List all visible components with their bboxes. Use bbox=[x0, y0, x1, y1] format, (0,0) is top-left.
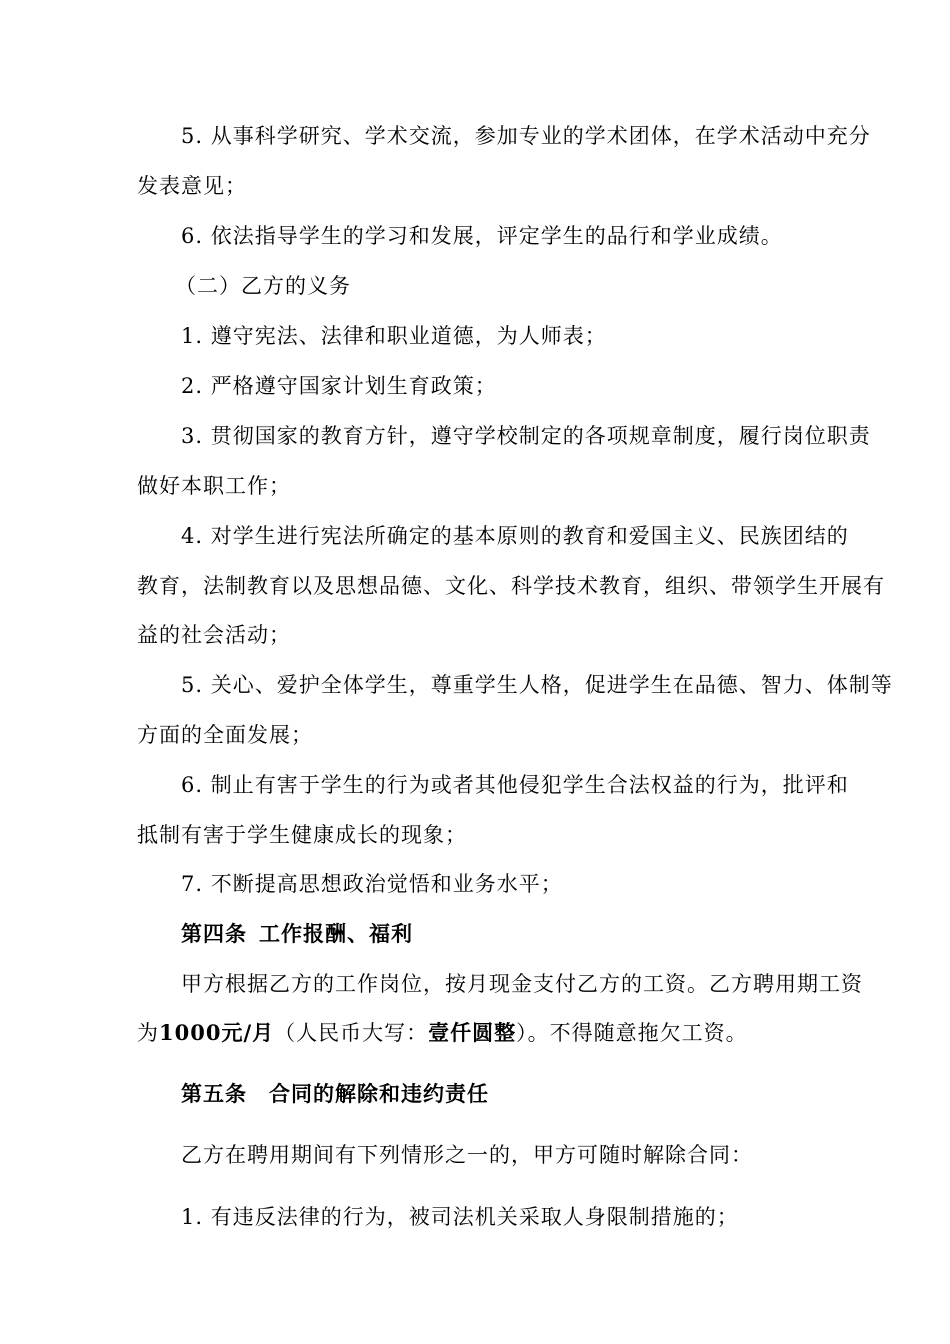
paragraph-line: 4. 对学生进行宪法所确定的基本原则的教育和爱国主义、民族团结的 bbox=[181, 524, 849, 548]
salary-amount: 1000元/月 bbox=[159, 1020, 275, 1045]
article-number: 第五条 bbox=[181, 1081, 247, 1106]
article-title: 合同的解除和违约责任 bbox=[269, 1081, 489, 1106]
paragraph-line: 教育，法制教育以及思想品德、文化、科学技术教育，组织、带领学生开展有 bbox=[137, 574, 885, 598]
paragraph-line: 方面的全面发展； bbox=[137, 723, 313, 747]
salary-prefix: 为 bbox=[137, 1021, 159, 1045]
paragraph-line: 益的社会活动； bbox=[137, 623, 291, 647]
paragraph-line: 甲方根据乙方的工作岗位，按月现金支付乙方的工资。乙方聘用期工资 bbox=[181, 972, 863, 996]
article-number: 第四条 bbox=[181, 921, 247, 946]
paragraph-line: 6. 依法指导学生的学习和发展，评定学生的品行和学业成绩。 bbox=[181, 224, 783, 248]
paragraph-line: 5. 关心、爱护全体学生，尊重学生人格，促进学生在品德、智力、体制等 bbox=[181, 673, 893, 697]
section-heading: （二）乙方的义务 bbox=[175, 274, 351, 298]
paragraph-line: 乙方在聘用期间有下列情形之一的，甲方可随时解除合同： bbox=[181, 1143, 753, 1167]
salary-mid: （人民币大写： bbox=[274, 1021, 429, 1045]
salary-suffix: ）。不得随意拖欠工资。 bbox=[516, 1021, 748, 1045]
paragraph-line: 3. 贯彻国家的教育方针，遵守学校制定的各项规章制度，履行岗位职责 bbox=[181, 424, 871, 448]
article-heading bbox=[181, 1080, 911, 1108]
paragraph-line: 7. 不断提高思想政治觉悟和业务水平； bbox=[181, 872, 563, 896]
paragraph-line: 2. 严格遵守国家计划生育政策； bbox=[181, 374, 497, 398]
paragraph-line: 1. 有违反法律的行为，被司法机关采取人身限制措施的； bbox=[181, 1205, 739, 1229]
paragraph-line: 发表意见； bbox=[137, 174, 247, 198]
paragraph-line: 1. 遵守宪法、法律和职业道德，为人师表； bbox=[181, 324, 607, 348]
paragraph-line: 6. 制止有害于学生的行为或者其他侵犯学生合法权益的行为，批评和 bbox=[181, 773, 849, 797]
paragraph-line: 5. 从事科学研究、学术交流，参加专业的学术团体，在学术活动中充分 bbox=[181, 124, 871, 148]
paragraph-line: 抵制有害于学生健康成长的现象； bbox=[137, 823, 467, 847]
salary-line bbox=[137, 1019, 867, 1047]
paragraph-line: 做好本职工作； bbox=[137, 474, 291, 498]
salary-words: 壹仟圆整 bbox=[428, 1020, 517, 1045]
article-heading bbox=[181, 920, 911, 948]
article-title: 工作报酬、福利 bbox=[259, 921, 413, 946]
